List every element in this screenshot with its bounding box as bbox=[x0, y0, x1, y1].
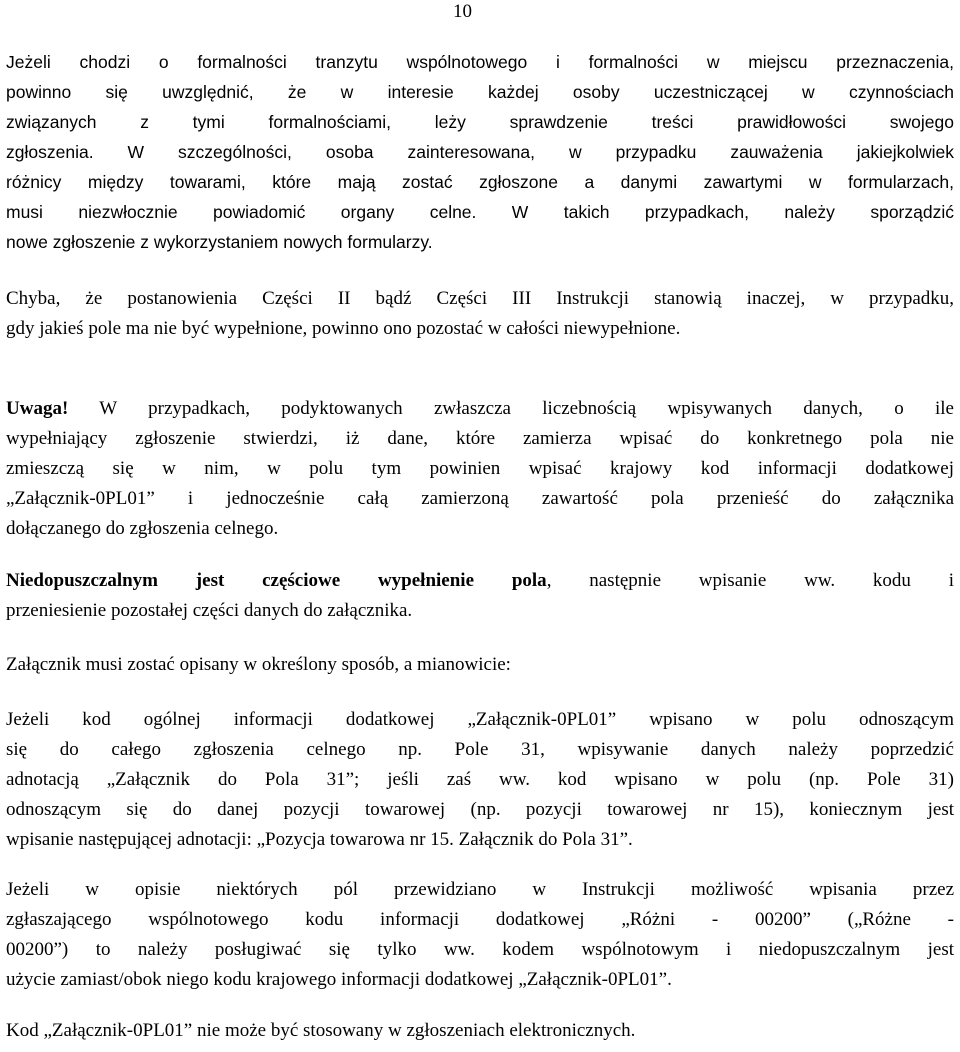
page-number: 10 bbox=[453, 1, 472, 22]
text-line: zmieszczą się w nim, w polu tym powinien wpisać krajowy kod informacji dodatkowej bbox=[6, 458, 954, 479]
paragraph-partial-fill bbox=[6, 566, 954, 626]
text-line: Jeżeli w opisie niektórych pól przewidziano w Instrukcji możliwość wpisania przez bbox=[6, 879, 954, 900]
text-fragment: W przypadkach, podyktowanych zwłaszcza liczebnością wpisywanych danych, o ile bbox=[68, 398, 954, 419]
text-line: Chyba, że postanowienia Części II bądź Części III Instrukcji stanowią inaczej, w przypadku, bbox=[6, 288, 954, 309]
text-line: się do całego zgłoszenia celnego np. Pole 31, wpisywanie danych należy poprzedzić bbox=[6, 739, 954, 760]
text-line: przeniesienie pozostałej części danych do załącznika. bbox=[6, 600, 413, 621]
text-line: odnoszącym się do danej pozycji towarowej (np. pozycji towarowej nr 15), koniecznym jest bbox=[6, 799, 954, 820]
text-line bbox=[6, 394, 954, 424]
paragraph-community-code bbox=[6, 875, 954, 995]
paragraph-empty-fields bbox=[6, 284, 954, 344]
text-line: gdy jakieś pole ma nie być wypełnione, powinno ono pozostać w całości niewypełnione. bbox=[6, 318, 681, 339]
emphasis-text: Niedopuszczalnym jest częściowe wypełnienie pola bbox=[6, 570, 547, 591]
text-line: wypełniający zgłoszenie stwierdzi, iż dane, które zamierza wpisać do konkretnego pola nie bbox=[6, 428, 954, 449]
text-line: musi niezwłocznie powiadomić organy celne. W takich przypadkach, należy sporządzić bbox=[6, 202, 954, 222]
text-line: adnotacją „Załącznik do Pola 31”; jeśli zaś ww. kod wpisano w polu (np. Pole 31) bbox=[6, 769, 954, 790]
text-line: zgłaszającego wspólnotowego kodu informacji dodatkowej „Różni - 00200” („Różne - bbox=[6, 909, 954, 930]
attention-label: Uwaga! bbox=[6, 398, 69, 419]
paragraph-transit-formalities bbox=[6, 47, 954, 257]
text-line: różnicy między towarami, które mają zostać zgłoszone a danymi zawartymi w formularzach, bbox=[6, 172, 954, 192]
text-line: nowe zgłoszenie z wykorzystaniem nowych formularzy. bbox=[6, 232, 433, 252]
text-line: związanych z tymi formalnościami, leży sprawdzenie treści prawidłowości swojego bbox=[6, 112, 954, 132]
text-line: 00200”) to należy posługiwać się tylko ww. kodem wspólnotowym i niedopuszczalnym jest bbox=[6, 939, 954, 960]
paragraph-attachment-annotation bbox=[6, 705, 954, 855]
text-line: Załącznik musi zostać opisany w określony sposób, a mianowicie: bbox=[6, 654, 511, 675]
text-line bbox=[6, 566, 954, 596]
text-line: dołączanego do zgłoszenia celnego. bbox=[6, 518, 279, 539]
text-line: Kod „Załącznik-0PL01” nie może być stosowany w zgłoszeniach elektronicznych. bbox=[6, 1020, 636, 1041]
text-line: Jeżeli chodzi o formalności tranzytu wspólnotowego i formalności w miejscu przeznaczenia, bbox=[6, 52, 954, 72]
text-line: „Załącznik-0PL01” i jednocześnie całą zamierzoną zawartość pola przenieść do załącznika bbox=[6, 488, 954, 509]
text-line: Jeżeli kod ogólnej informacji dodatkowej „Załącznik-0PL01” wpisano w polu odnoszącym bbox=[6, 709, 954, 730]
paragraph-electronic-note bbox=[6, 1016, 954, 1046]
text-line: użycie zamiast/obok niego kodu krajowego informacji dodatkowej „Załącznik-0PL01”. bbox=[6, 969, 672, 990]
text-line: zgłoszenia. W szczególności, osoba zainteresowana, w przypadku zauważenia jakiejkolwiek bbox=[6, 142, 954, 162]
paragraph-attention-note bbox=[6, 394, 954, 544]
paragraph-attachment-intro bbox=[6, 650, 954, 680]
text-fragment: , następnie wpisanie ww. kodu i bbox=[546, 570, 955, 591]
text-line: wpisanie następującej adnotacji: „Pozycja towarowa nr 15. Załącznik do Pola 31”. bbox=[6, 829, 633, 850]
text-line: powinno się uwzględnić, że w interesie każdej osoby uczestniczącej w czynnościach bbox=[6, 82, 954, 102]
